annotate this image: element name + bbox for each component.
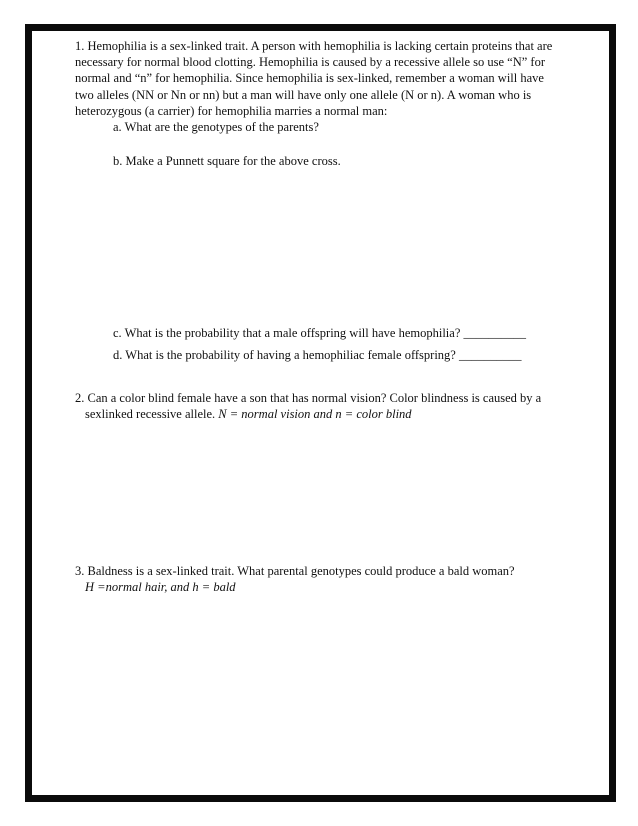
question-2 xyxy=(75,390,575,422)
q3-line-1: 3. Baldness is a sex-linked trait. What parental genotypes could produce a bald woman? xyxy=(75,564,515,578)
question-3 xyxy=(75,563,575,595)
q2-line-2-text: sexlinked recessive allele. xyxy=(85,407,219,422)
q1-part-c: c. What is the probability that a male offspring will have hemophilia? __________ xyxy=(113,326,526,340)
question-1 xyxy=(75,38,575,119)
q2-line-2 xyxy=(75,406,575,422)
q1-line-1: 1. Hemophilia is a sex-linked trait. A person with hemophilia is lacking certain proteins that are xyxy=(75,39,553,53)
q2-line-1: 2. Can a color blind female have a son that has normal vision? Color blindness is caused by a xyxy=(75,391,542,405)
q1-part-b: b. Make a Punnett square for the above cross. xyxy=(113,154,341,168)
q1-line-3: normal and “n” for hemophilia. Since hemophilia is sex-linked, remember a woman will have xyxy=(75,71,544,86)
q1-line-4: two alleles (NN or Nn or nn) but a man will have only one allele (N or n). A woman who is xyxy=(75,87,532,102)
q1-line-5: heterozygous (a carrier) for hemophilia marries a normal man: xyxy=(75,103,388,118)
q3-key: H =normal hair, and h = bald xyxy=(85,580,236,595)
q2-key: N = normal vision and n = color blind xyxy=(218,407,412,422)
q1-part-a: a. What are the genotypes of the parents? xyxy=(113,120,319,134)
q1-part-d: d. What is the probability of having a hemophiliac female offspring? __________ xyxy=(113,348,522,362)
q1-line-2: necessary for normal blood clotting. Hemophilia is caused by a recessive allele so use “N” for xyxy=(75,55,545,70)
